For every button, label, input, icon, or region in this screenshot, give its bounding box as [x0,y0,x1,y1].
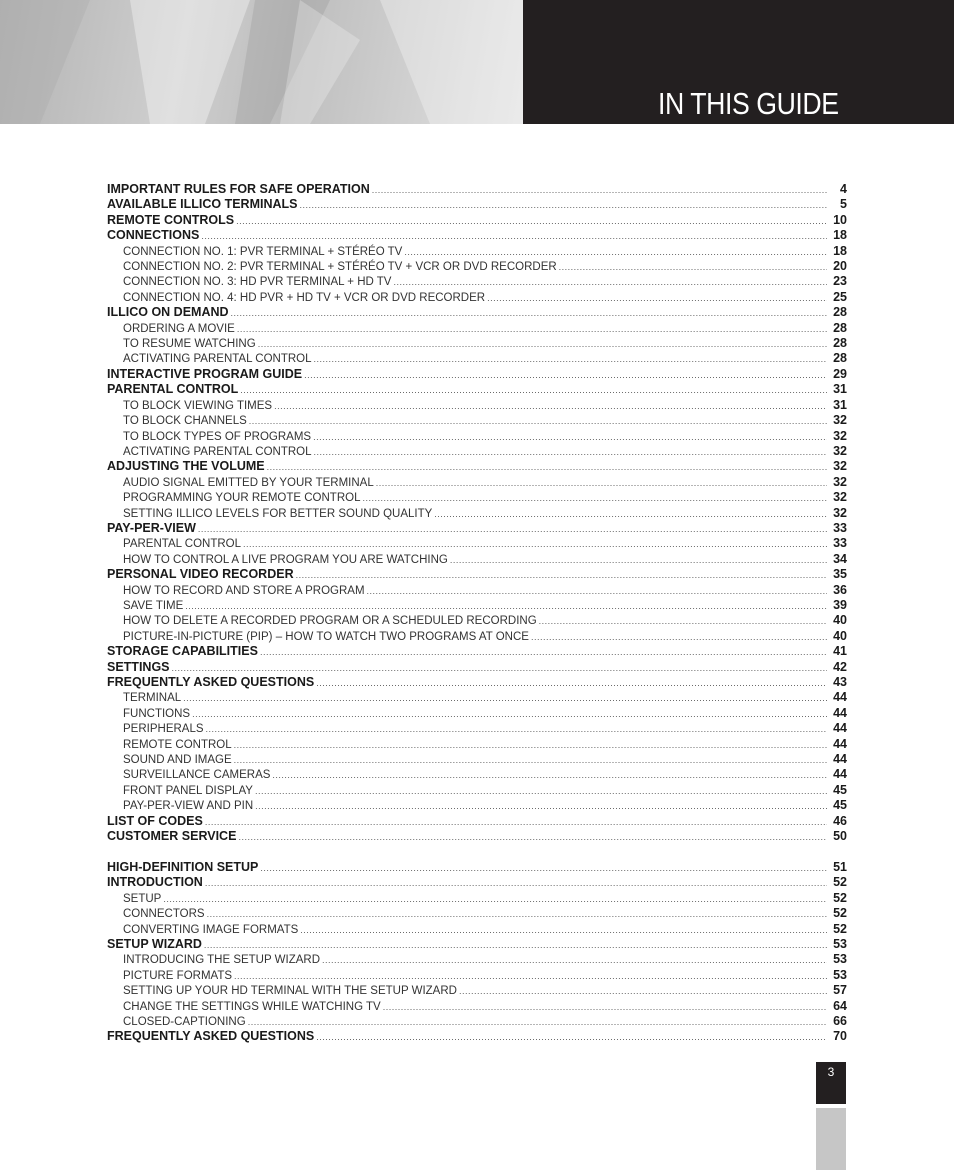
dot-leader [172,661,827,676]
toc-entry-title: CONNECTION NO. 3: HD PVR TERMINAL + HD TV [123,276,392,289]
toc-entry-page: 32 [833,428,847,443]
toc-entry-title: INTRODUCING THE SETUP WIZARD [123,954,320,967]
dot-leader [206,722,827,737]
dot-leader [258,337,827,352]
toc-entry-page: 28 [833,336,847,351]
dot-leader [316,676,827,691]
toc-entry [107,937,847,952]
toc-entry-page: 10 [833,212,847,227]
dot-leader [236,214,827,229]
toc-entry-title: ADJUSTING THE VOLUME [107,459,265,474]
toc-entry-title: PAY-PER-VIEW AND PIN [123,800,254,813]
toc-entry-page: 45 [833,782,847,797]
toc-entry-page: 70 [833,1029,847,1044]
toc-entry-page: 50 [833,829,847,844]
toc-subentry [107,259,847,274]
toc-entry-page: 18 [833,243,847,258]
toc-subentry [107,598,847,613]
toc-entry-page: 40 [833,613,847,628]
toc-entry-page: 32 [833,443,847,458]
toc-entry [107,305,847,320]
dot-leader [393,275,827,290]
dot-leader [234,753,827,768]
toc-subentry [107,783,847,798]
toc-entry-page: 52 [833,875,847,890]
toc-entry-title: ACTIVATING PARENTAL CONTROL [123,445,312,458]
toc-entry-title: FREQUENTLY ASKED QUESTIONS [107,675,315,689]
toc-entry [107,521,847,536]
toc-entry-page: 42 [833,659,847,674]
dot-leader [300,198,828,213]
toc-entry [107,675,847,690]
toc-entry-page: 25 [833,289,847,304]
toc-entry-page: 32 [833,505,847,520]
toc-entry [107,829,847,844]
toc-entry-page: 32 [833,413,847,428]
dot-leader [367,584,827,599]
dot-leader [249,414,827,429]
dot-leader [450,553,827,568]
toc-entry-title: SETTING UP YOUR HD TERMINAL WITH THE SETUP WIZARD [123,985,457,998]
toc-entry-title: SETUP WIZARD [107,936,202,951]
dot-leader [255,799,827,814]
toc-entry-title: LIST OF CODES [107,813,203,828]
toc-entry-page: 52 [833,921,847,936]
dot-leader [313,430,827,445]
toc-subentry [107,490,847,505]
toc-entry-title: SAVE TIME [123,599,184,612]
toc-entry-title: SETUP [123,892,162,905]
toc-subentry [107,706,847,721]
toc-entry-page: 40 [833,628,847,643]
dot-leader [163,892,827,907]
toc-entry-title: CLOSED-CAPTIONING [123,1015,246,1028]
toc-entry-page: 57 [833,983,847,998]
dot-leader [205,876,827,891]
toc-subentry [107,983,847,998]
dot-leader [487,291,827,306]
toc-entry-title: CONNECTION NO. 2: PVR TERMINAL + STÉRÉO TV + VCR OR DVD RECORDER [123,261,557,274]
toc-entry-page: 53 [833,967,847,982]
toc-entry-title: IMPORTANT RULES FOR SAFE OPERATION [107,182,370,196]
toc-entry-page: 32 [833,490,847,505]
toc-entry-title: SOUND AND IMAGE [123,754,232,767]
dot-leader [238,830,827,845]
toc-entry-page: 5 [840,197,847,212]
toc-subentry [107,737,847,752]
toc-subentry [107,336,847,351]
toc-entry-page: 32 [833,474,847,489]
page-number-bar [816,1108,846,1170]
toc-subentry [107,999,847,1014]
toc-entry-page: 53 [833,936,847,951]
toc-entry-title: CUSTOMER SERVICE [107,829,237,844]
dot-leader [539,614,827,629]
toc-subentry [107,506,847,521]
toc-entry-title: PROGRAMMING YOUR REMOTE CONTROL [123,492,361,505]
toc-subentry [107,767,847,782]
toc-entry-title: STORAGE CAPABILITIES [107,644,258,659]
toc-entry-title: ORDERING A MOVIE [123,322,235,335]
toc-subentry [107,891,847,906]
toc-entry-title: CONVERTING IMAGE FORMATS [123,923,299,936]
toc-subentry [107,1014,847,1029]
dot-leader [183,691,827,706]
toc-subentry [107,752,847,767]
dot-leader [383,1000,827,1015]
toc-subentry [107,475,847,490]
dot-leader [207,907,827,922]
toc-entry-page: 31 [833,382,847,397]
dot-leader [248,1015,827,1030]
toc-entry-title: FREQUENTLY ASKED QUESTIONS [107,1029,315,1044]
toc-entry-title: PARENTAL CONTROL [123,538,241,551]
toc-entry-page: 64 [833,998,847,1013]
toc-entry-title: CONNECTION NO. 1: PVR TERMINAL + STÉRÉO TV [123,245,403,258]
toc-entry-title: HOW TO RECORD AND STORE A PROGRAM [123,584,365,597]
toc-subentry [107,290,847,305]
toc-entry-page: 32 [833,459,847,474]
toc-subentry [107,413,847,428]
dot-leader [260,861,827,876]
toc-entry-page: 39 [833,597,847,612]
toc-entry [107,459,847,474]
toc-entry-title: AUDIO SIGNAL EMITTED BY YOUR TERMINAL [123,476,374,489]
toc-entry-page: 18 [833,228,847,243]
dot-leader [372,183,827,198]
toc-entry-title: TERMINAL [123,692,182,705]
toc-entry-title: FRONT PANEL DISPLAY [123,784,253,797]
dot-leader [434,507,827,522]
toc-entry [107,213,847,228]
toc-subentry [107,721,847,736]
toc-entry-title: HOW TO DELETE A RECORDED PROGRAM OR A SCHEDULED RECORDING [123,615,537,628]
toc-entry-page: 46 [833,813,847,828]
dot-leader [237,322,827,337]
toc-entry-title: AVAILABLE ILLICO TERMINALS [107,197,298,212]
toc-entry-page: 36 [833,582,847,597]
toc-entry [107,660,847,675]
toc-subentry [107,321,847,336]
toc-entry-title: REMOTE CONTROL [123,738,232,751]
toc-entry-title: TO BLOCK CHANNELS [123,415,247,428]
toc-entry-title: CHANGE THE SETTINGS WHILE WATCHING TV [123,1000,381,1013]
toc-entry-title: TO BLOCK TYPES OF PROGRAMS [123,430,312,443]
dot-leader [274,399,827,414]
toc-entry-title: CONNECTION NO. 4: HD PVR + HD TV + VCR OR DVD RECORDER [123,291,486,304]
toc-entry-page: 29 [833,366,847,381]
dot-leader [322,953,827,968]
dot-leader [204,938,827,953]
toc-subentry [107,398,847,413]
toc-entry [107,367,847,382]
toc-entry-title: SURVEILLANCE CAMERAS [123,769,271,782]
toc-entry-title: ILLICO ON DEMAND [107,305,229,320]
toc-entry-page: 52 [833,906,847,921]
toc-subentry [107,536,847,551]
dot-leader [240,383,827,398]
dot-leader [243,537,827,552]
toc-entry-page: 43 [833,675,847,689]
dot-leader [272,768,827,783]
toc-entry-page: 45 [833,798,847,813]
toc-entry-page: 66 [833,1013,847,1028]
toc-subentry [107,968,847,983]
toc-entry [107,382,847,397]
toc-entry [107,567,847,582]
toc-subentry [107,351,847,366]
toc-entry-page: 44 [833,767,847,782]
toc-entry-page: 34 [833,551,847,566]
toc-entry-page: 53 [833,952,847,967]
toc-entry-page: 4 [840,182,847,196]
toc-entry-title: HIGH-DEFINITION SETUP [107,859,259,874]
toc-subentry [107,274,847,289]
toc-subentry [107,444,847,459]
toc-subentry [107,952,847,967]
dot-leader [362,491,827,506]
toc-entry-title: HOW TO CONTROL A LIVE PROGRAM YOU ARE WATCHING [123,553,448,566]
toc-entry-page: 51 [833,859,847,874]
toc-entry-page: 23 [833,274,847,289]
dot-leader [404,245,827,260]
toc-entry-title: PERIPHERALS [123,723,204,736]
toc-entry-title: TO BLOCK VIEWING TIMES [123,399,273,412]
toc-entry [107,814,847,829]
toc-subentry [107,583,847,598]
abstract-shapes-graphic [0,0,523,124]
dot-leader [234,738,827,753]
toc-subentry [107,906,847,921]
toc-entry [107,197,847,212]
toc-subentry [107,798,847,813]
toc-entry-page: 28 [833,305,847,320]
toc-entry-title: FUNCTIONS [123,707,191,720]
toc-subentry [107,922,847,937]
dot-leader [304,368,827,383]
toc-entry-title: INTRODUCTION [107,875,203,890]
dot-leader [185,599,827,614]
dot-leader [267,460,827,475]
toc-entry-page: 41 [833,644,847,659]
toc-entry-page: 28 [833,320,847,335]
toc-entry [107,1029,847,1044]
toc-entry-page: 44 [833,721,847,736]
toc-entry-page: 31 [833,397,847,412]
dot-leader [559,260,827,275]
toc-entry-page: 44 [833,705,847,720]
toc-entry-title: CONNECTORS [123,908,205,921]
toc-entry [107,182,847,197]
dot-leader [255,784,827,799]
table-of-contents [107,182,847,1045]
toc-entry-title: ACTIVATING PARENTAL CONTROL [123,353,312,366]
toc-subentry [107,613,847,628]
dot-leader [300,923,827,938]
toc-entry [107,228,847,243]
toc-entry-title: SETTING ILLICO LEVELS FOR BETTER SOUND QUALITY [123,507,433,520]
page-number: 3 [816,1062,846,1104]
toc-entry-title: PICTURE-IN-PICTURE (PIP) – HOW TO WATCH TWO PROGRAMS AT ONCE [123,630,529,643]
toc-entry [107,644,847,659]
toc-subentry [107,552,847,567]
toc-entry [107,875,847,890]
toc-entry-title: PICTURE FORMATS [123,969,233,982]
dot-leader [314,352,828,367]
toc-entry-title: SETTINGS [107,659,170,674]
toc-entry-title: PERSONAL VIDEO RECORDER [107,567,294,582]
dot-leader [198,522,827,537]
dot-leader [296,568,827,583]
dot-leader [459,984,827,999]
dot-leader [234,969,827,984]
toc-entry-page: 52 [833,890,847,905]
dot-leader [231,306,827,321]
toc-subentry [107,690,847,705]
dot-leader [205,815,827,830]
page-title: IN THIS GUIDE [658,86,839,121]
toc-entry-title: TO RESUME WATCHING [123,338,256,351]
toc-entry [107,860,847,875]
toc-entry-title: CONNECTIONS [107,228,200,243]
toc-entry-title: PAY-PER-VIEW [107,520,196,535]
toc-entry-title: PARENTAL CONTROL [107,382,239,397]
toc-entry-page: 35 [833,567,847,582]
dot-leader [260,645,827,660]
toc-entry-page: 33 [833,536,847,551]
dot-leader [192,707,827,722]
dot-leader [201,229,827,244]
toc-entry-page: 44 [833,736,847,751]
toc-entry-page: 44 [833,752,847,767]
dot-leader [531,630,827,645]
dot-leader [376,476,827,491]
toc-entry-title: REMOTE CONTROLS [107,212,235,227]
dot-leader [316,1030,827,1045]
toc-subentry [107,629,847,644]
dot-leader [314,445,828,460]
toc-entry-page: 20 [833,259,847,274]
toc-subentry [107,244,847,259]
toc-entry-page: 33 [833,520,847,535]
toc-entry-page: 44 [833,690,847,705]
header-banner [523,0,954,124]
toc-entry-page: 28 [833,351,847,366]
toc-entry-title: INTERACTIVE PROGRAM GUIDE [107,366,303,381]
toc-subentry [107,429,847,444]
header-decorative-image [0,0,523,124]
